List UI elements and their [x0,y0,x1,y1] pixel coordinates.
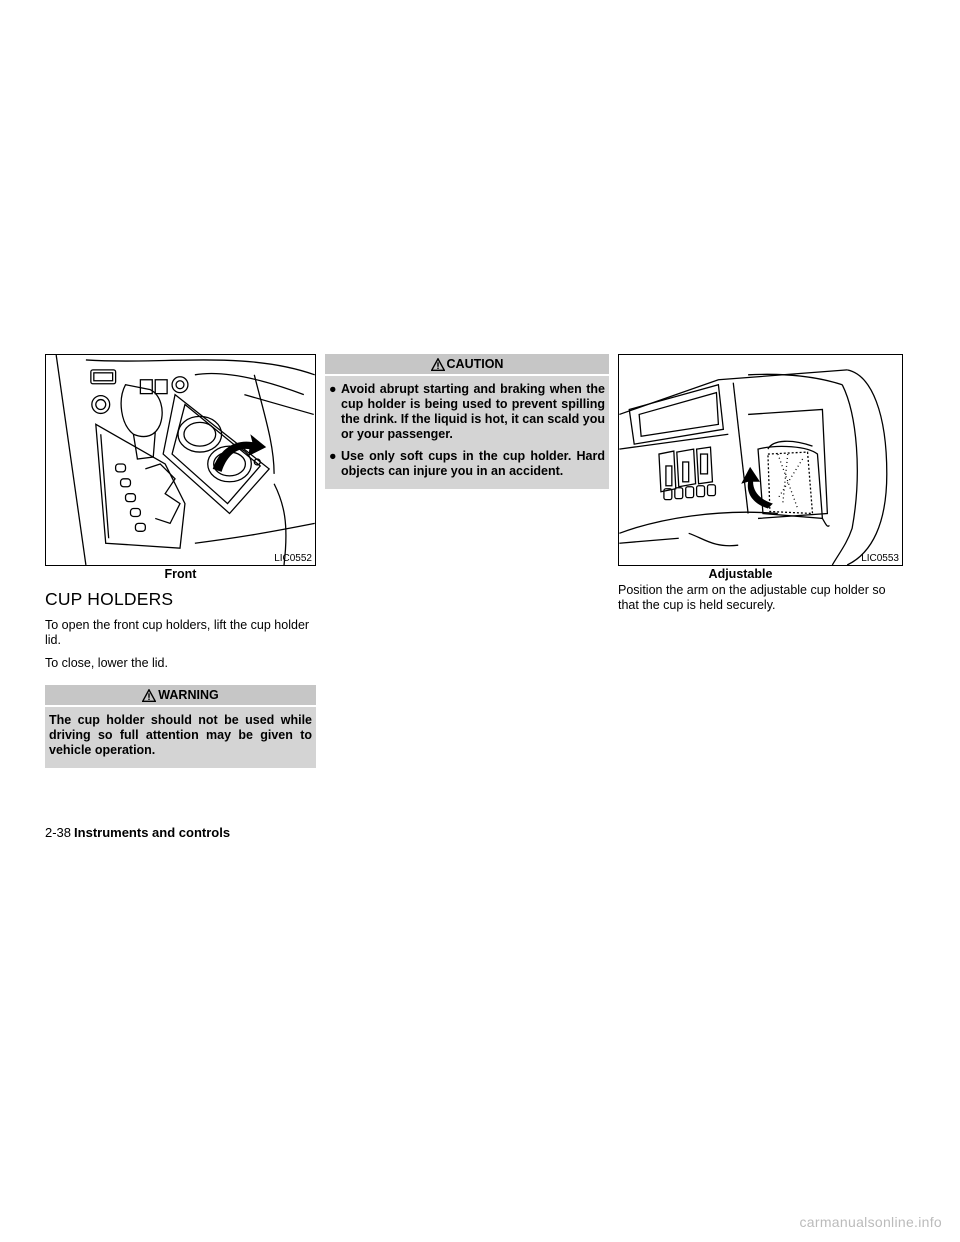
figure-caption: Adjustable [708,567,773,581]
bullet-mark: ● [329,382,337,396]
caution-item [329,449,605,479]
figure-code: LIC0552 [274,553,312,564]
caution-item [329,382,605,442]
front-cup-holder-illustration [46,355,315,565]
adjustable-instructions: Position the arm on the adjustable cup holder so that the cup is held securely. [618,583,886,612]
figure-code: LIC0553 [861,553,899,564]
middle-column [325,354,609,489]
caution-item-text: Avoid abrupt starting and braking when the cup holder is being used to prevent spilling the drink. If the liquid is hot, it can scald you or your passenger. [341,382,605,441]
warning-triangle-icon [142,689,156,702]
warning-box [45,685,316,768]
bullet-mark: ● [329,449,337,463]
chapter-title: Instruments and controls [74,825,231,840]
watermark: carmanualsonline.info [799,1214,942,1230]
front-cup-holder-figure [45,354,316,566]
left-column [45,354,316,768]
adjustable-cup-holder-illustration [619,355,902,565]
caution-header [325,354,609,376]
page-number: 2-38 [45,825,72,840]
open-instructions: To open the front cup holders, lift the cup holder lid. [45,618,310,647]
warning-header [45,685,316,707]
warning-label: WARNING [158,688,219,702]
caution-item-text: Use only soft cups in the cup holder. Hard objects can injure you in an accident. [341,449,605,478]
caution-label: CAUTION [446,357,504,371]
figure-caption: Front [164,567,197,581]
caution-triangle-icon [431,358,445,371]
adjustable-cup-holder-figure [618,354,903,566]
caution-list [325,376,609,489]
right-column [618,354,903,621]
caution-box [325,354,609,489]
page-footer [45,825,230,840]
warning-text: The cup holder should not be used while driving so full attention may be given to vehicle operation. [49,713,312,757]
close-instructions: To close, lower the lid. [45,656,168,670]
section-title: CUP HOLDERS [45,589,174,609]
